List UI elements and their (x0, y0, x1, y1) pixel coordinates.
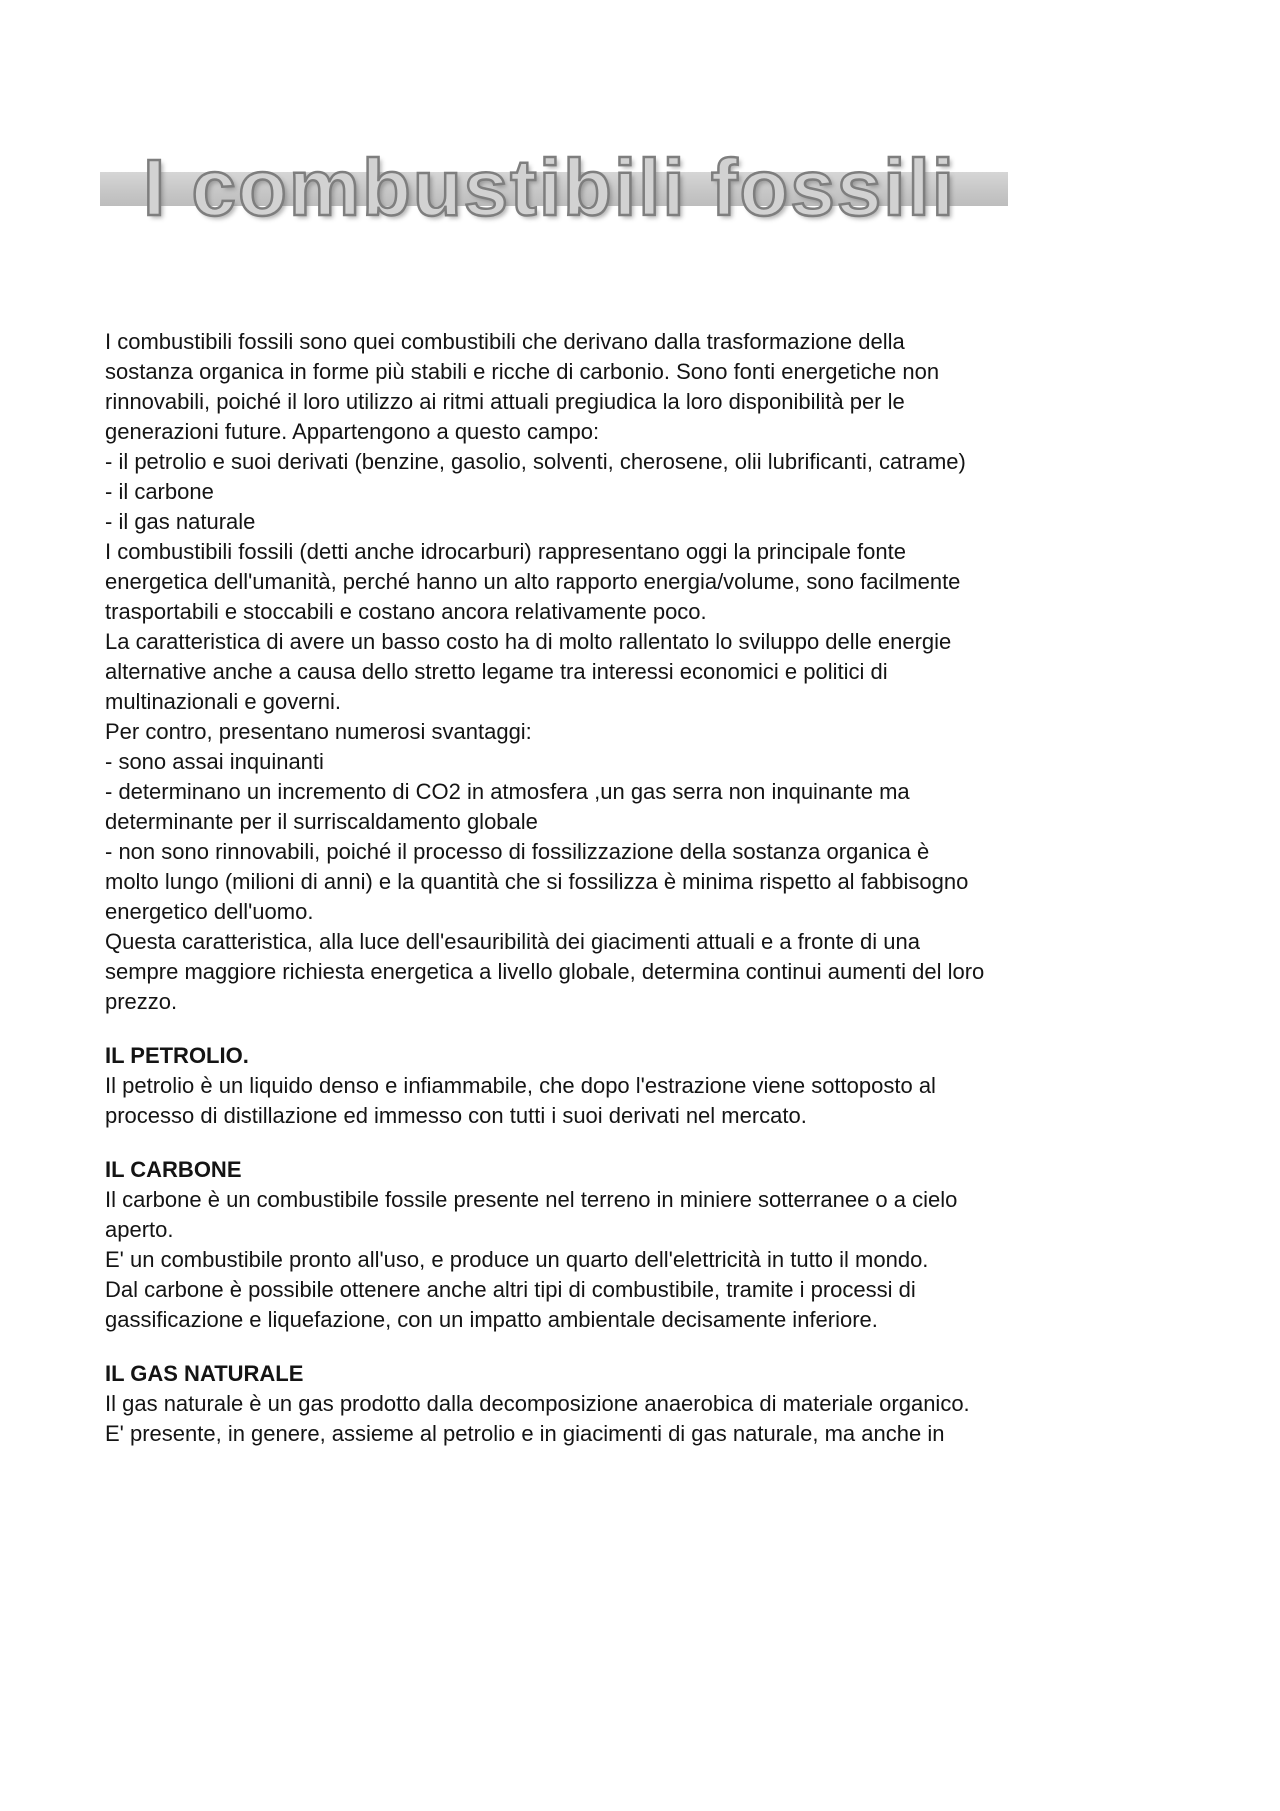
intro-line: molto lungo (milioni di anni) e la quantità che si fossilizza è minima rispetto al fabbisogno (105, 869, 969, 894)
intro-list-item: - non sono rinnovabili, poiché il processo di fossilizzazione della sostanza organica è (105, 839, 930, 864)
intro-line: La caratteristica di avere un basso costo ha di molto rallentato lo sviluppo delle energie (105, 629, 952, 654)
intro-list-item: - determinano un incremento di CO2 in atmosfera ,un gas serra non inquinante ma (105, 779, 910, 804)
section-line: gassificazione e liquefazione, con un impatto ambientale decisamente inferiore. (105, 1307, 878, 1332)
section-line: E' un combustibile pronto all'uso, e produce un quarto dell'elettricità in tutto il mondo. (105, 1247, 929, 1272)
intro-line: Per contro, presentano numerosi svantaggi: (105, 719, 532, 744)
section-carbone (105, 1155, 1005, 1335)
intro-list-item: - il petrolio e suoi derivati (benzine, gasolio, solventi, cherosene, olii lubrificanti, catrame) (105, 449, 966, 474)
section-line: E' presente, in genere, assieme al petrolio e in giacimenti di gas naturale, ma anche in (105, 1421, 945, 1446)
intro-line: energetica dell'umanità, perché hanno un alto rapporto energia/volume, sono facilmente (105, 569, 961, 594)
intro-line: rinnovabili, poiché il loro utilizzo ai ritmi attuali pregiudica la loro disponibilità per le (105, 389, 905, 414)
intro-line: I combustibili fossili sono quei combustibili che derivano dalla trasformazione della (105, 329, 905, 354)
section-line: Il gas naturale è un gas prodotto dalla decomposizione anaerobica di materiale organico. (105, 1391, 970, 1416)
intro-line: sostanza organica in forme più stabili e ricche di carbonio. Sono fonti energetiche non (105, 359, 940, 384)
section-heading-petrolio: IL PETROLIO. (105, 1043, 249, 1068)
section-line: processo di distillazione ed immesso con tutti i suoi derivati nel mercato. (105, 1103, 807, 1128)
section-line: Il petrolio è un liquido denso e infiammabile, che dopo l'estrazione viene sottoposto al (105, 1073, 936, 1098)
intro-line: determinante per il surriscaldamento globale (105, 809, 538, 834)
intro-line: energetico dell'uomo. (105, 899, 314, 924)
intro-list-item: - il gas naturale (105, 509, 256, 534)
section-petrolio (105, 1041, 1005, 1131)
section-gas-naturale (105, 1359, 1005, 1449)
document-title: I combustibili fossili (143, 143, 956, 232)
intro-line: trasportabili e stoccabili e costano ancora relativamente poco. (105, 599, 707, 624)
intro-line: I combustibili fossili (detti anche idrocarburi) rappresentano oggi la principale fonte (105, 539, 906, 564)
intro-paragraphs (105, 327, 1005, 1017)
intro-line: generazioni future. Appartengono a questo campo: (105, 419, 600, 444)
title-banner (0, 0, 1280, 270)
section-heading-carbone: IL CARBONE (105, 1157, 242, 1182)
intro-line: Questa caratteristica, alla luce dell'esauribilità dei giacimenti attuali e a fronte di una (105, 929, 920, 954)
intro-list-item: - il carbone (105, 479, 214, 504)
intro-line: multinazionali e governi. (105, 689, 342, 714)
section-heading-gas-naturale: IL GAS NATURALE (105, 1361, 304, 1386)
intro-list-item: - sono assai inquinanti (105, 749, 324, 774)
section-line: aperto. (105, 1217, 174, 1242)
document-body (105, 327, 1005, 1449)
intro-line: prezzo. (105, 989, 178, 1014)
section-line: Dal carbone è possibile ottenere anche altri tipi di combustibile, tramite i processi di (105, 1277, 916, 1302)
intro-line: sempre maggiore richiesta energetica a livello globale, determina continui aumenti del loro (105, 959, 985, 984)
section-line: Il carbone è un combustibile fossile presente nel terreno in miniere sotterranee o a cielo (105, 1187, 958, 1212)
intro-line: alternative anche a causa dello stretto legame tra interessi economici e politici di (105, 659, 888, 684)
